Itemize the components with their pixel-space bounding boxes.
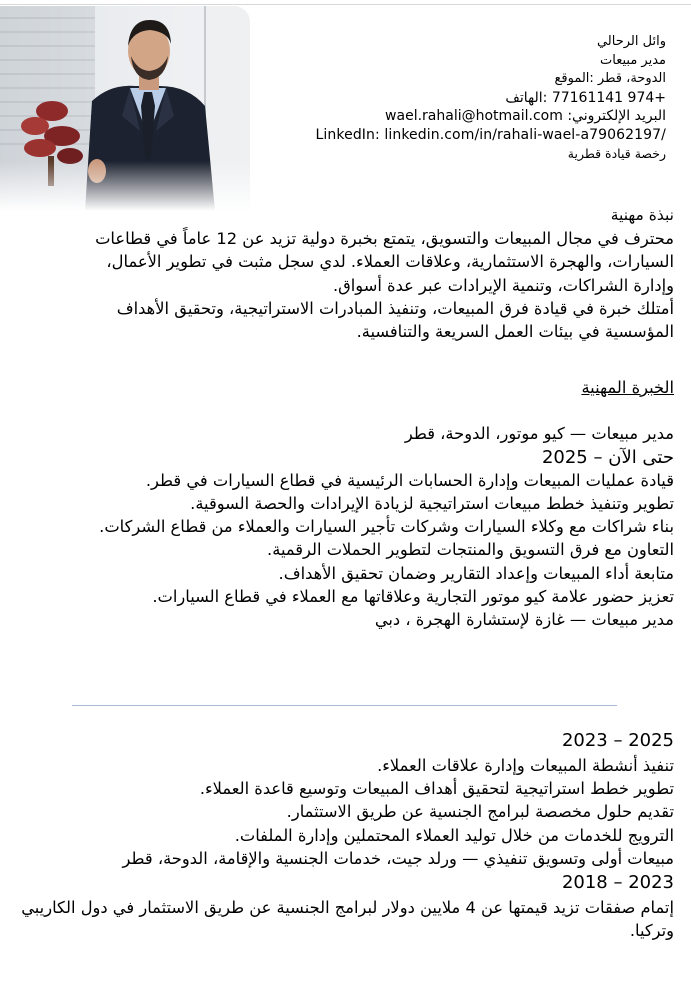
candidate-name: وائل الرحالي [596, 34, 666, 49]
job-bullet: تطوير وتنفيذ خطط مبيعات استراتيجية لزيادة الإيرادات والحصة السوقية. [190, 494, 674, 513]
job-title: مدير مبيعات — كيو موتور، الدوحة، قطر [404, 424, 674, 444]
spacer [2, 399, 674, 422]
experience-section [2, 376, 674, 631]
experience-heading: الخبرة المهنية [581, 378, 674, 397]
job-bullet: تقديم حلول مخصصة لبرامج الجنسية عن طريق الاستثمار. [286, 802, 674, 822]
section-divider [72, 705, 617, 706]
job-period-text: 2025 – حتى الآن [541, 446, 674, 468]
job-bullet: الترويج للخدمات من خلال توليد العملاء المحتملين وإدارة الملفات. [234, 825, 674, 845]
job-bullet: قيادة عمليات المبيعات وإدارة الحسابات الرئيسية في قطاع السيارات في قطر. [145, 470, 674, 490]
job-bullet: تعزيز حضور علامة كيو موتور التجارية وعلاقاتها مع العملاء في قطاع السيارات. [152, 586, 674, 606]
summary-heading: نبذة مهنية [610, 206, 674, 224]
job-bullet: تطوير خطط استراتيجية لتحقيق أهداف المبيعات وتوسيع قاعدة العملاء. [199, 779, 674, 799]
job-period-text: 2018 – 2023 [561, 872, 674, 894]
summary-line: أمتلك خبرة في قيادة فرق المبيعات، وتنفيذ المبادرات الاستراتيجية، وتحقيق الأهداف [116, 298, 674, 318]
job-period [2, 728, 674, 754]
experience-continued [2, 728, 674, 942]
top-rule [0, 4, 691, 5]
contact-block [266, 33, 666, 163]
profile-photo [0, 6, 250, 211]
summary-line: المؤسسية في بيئات العمل السريعة والتنافسية. [356, 322, 674, 342]
job-bullet: متابعة أداء المبيعات وإعداد التقارير وضمان تحقيق الأهداف. [278, 563, 674, 583]
job-period [2, 870, 674, 896]
job-bullet: التعاون مع فرق التسويق والمنتجات لتطوير الحملات الرقمية. [267, 540, 674, 560]
job-bullet: إتمام صفقات تزيد قيمتها عن 4 ملايين دولار لبرامج الجنسية عن طريق الاستثمار في دول الكاريبي وتركيا. [21, 898, 674, 941]
summary-section [2, 204, 674, 343]
job-bullet: تنفيذ أنشطة المبيعات وإدارة علاقات العملاء. [377, 756, 674, 775]
summary-line: السيارات، والهجرة الاستثمارية، وعلاقات العملاء. لدي سجل مثبت في تطوير الأعمال، [106, 252, 674, 272]
linkedin-line[interactable]: LinkedIn: linkedin.com/in/rahali-wael-a79062197/ [315, 126, 666, 143]
phone-line: +974 77161141 :الهاتف [505, 89, 666, 106]
summary-line: وإدارة الشراكات، وتنمية الإيرادات عبر عدة أسواق. [332, 275, 674, 295]
location-line: الدوحة، قطر :الموقع [554, 71, 666, 87]
candidate-title: مدير مبيعات [600, 52, 666, 68]
job-period-text: 2023 – 2025 [561, 730, 674, 751]
job-title: مبيعات أولى وتسويق تنفيذي — ورلد جيت، خدمات الجنسية والإقامة، الدوحة، قطر [122, 848, 674, 868]
job-period [2, 446, 674, 469]
email-line[interactable]: wael.rahali@hotmail.com :البريد الإلكتروني [385, 108, 666, 125]
job-title: مدير مبيعات — غازة لإستشارة الهجرة ، دبي [374, 610, 674, 630]
job-bullet: بناء شراكات مع وكلاء السيارات وشركات تأجير السيارات والعملاء من قطاع الشركات. [99, 517, 674, 537]
license-line: رخصة قيادة قطرية [567, 145, 666, 161]
summary-line: محترف في مجال المبيعات والتسويق، يتمتع بخبرة دولية تزيد عن 12 عاماً في قطاعات [95, 229, 674, 249]
